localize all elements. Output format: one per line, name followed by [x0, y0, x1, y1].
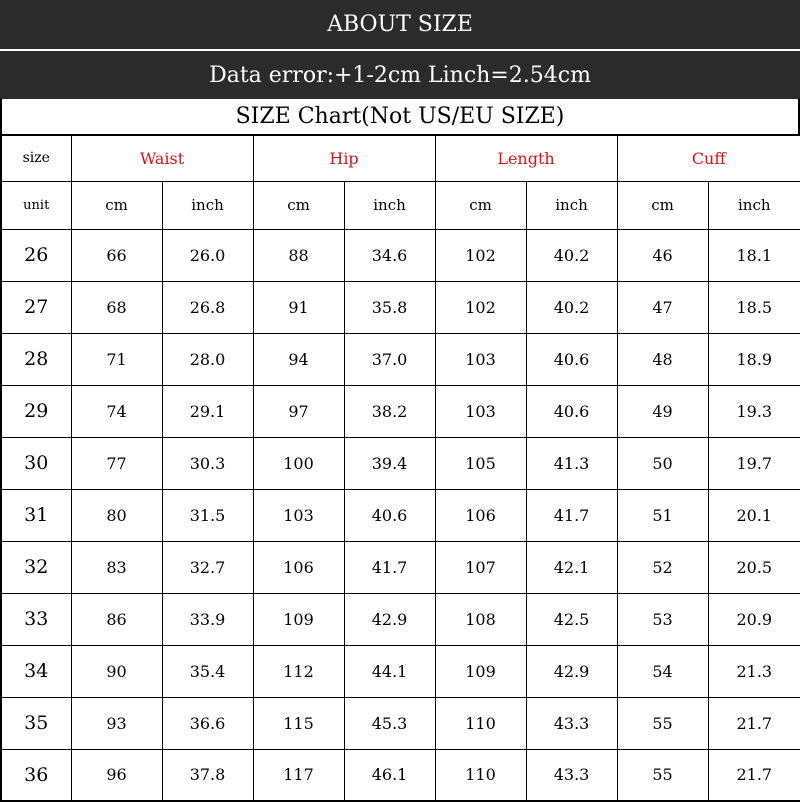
- measurement-value: 47: [617, 281, 708, 333]
- size-value: 26: [1, 229, 71, 281]
- measurement-value: 40.6: [526, 385, 617, 437]
- measurement-value: 91: [253, 281, 344, 333]
- measurement-value: 20.9: [708, 593, 800, 645]
- measurement-value: 32.7: [162, 541, 253, 593]
- measurement-value: 94: [253, 333, 344, 385]
- size-header: size: [1, 135, 71, 181]
- measurement-value: 40.6: [526, 333, 617, 385]
- measurement-value: 40.6: [344, 489, 435, 541]
- measurement-value: 51: [617, 489, 708, 541]
- size-table: [0, 134, 800, 802]
- unit-row: [1, 181, 800, 229]
- measurement-value: 34.6: [344, 229, 435, 281]
- unit-header: unit: [1, 181, 71, 229]
- size-value: 27: [1, 281, 71, 333]
- measurement-value: 93: [71, 697, 162, 749]
- size-value: 32: [1, 541, 71, 593]
- measurement-value: 74: [71, 385, 162, 437]
- measurement-value: 117: [253, 749, 344, 801]
- table-row: [1, 229, 800, 281]
- measurement-value: 21.7: [708, 697, 800, 749]
- measurement-value: 109: [253, 593, 344, 645]
- measurement-value: 71: [71, 333, 162, 385]
- size-value: 33: [1, 593, 71, 645]
- data-error-note: Data error:+1-2cm Linch=2.54cm: [0, 51, 800, 99]
- length-header: Length: [435, 135, 617, 181]
- measurement-value: 103: [253, 489, 344, 541]
- measurement-value: 105: [435, 437, 526, 489]
- measurement-value: 83: [71, 541, 162, 593]
- table-row: [1, 333, 800, 385]
- table-row: [1, 593, 800, 645]
- size-value: 29: [1, 385, 71, 437]
- measurement-value: 35.4: [162, 645, 253, 697]
- measurement-value: 20.5: [708, 541, 800, 593]
- measurement-value: 102: [435, 229, 526, 281]
- measurement-value: 109: [435, 645, 526, 697]
- measurement-value: 39.4: [344, 437, 435, 489]
- measurement-value: 41.7: [344, 541, 435, 593]
- measurement-value: 18.9: [708, 333, 800, 385]
- measurement-value: 46: [617, 229, 708, 281]
- measurement-value: 43.3: [526, 749, 617, 801]
- size-value: 28: [1, 333, 71, 385]
- measurement-value: 49: [617, 385, 708, 437]
- measurement-value: 28.0: [162, 333, 253, 385]
- size-value: 30: [1, 437, 71, 489]
- size-value: 36: [1, 749, 71, 801]
- measurement-value: 37.8: [162, 749, 253, 801]
- measurement-value: 21.7: [708, 749, 800, 801]
- measurement-value: 46.1: [344, 749, 435, 801]
- unit-cell: inch: [708, 181, 800, 229]
- measurement-value: 40.2: [526, 229, 617, 281]
- measurement-value: 29.1: [162, 385, 253, 437]
- measurement-value: 42.9: [344, 593, 435, 645]
- measurement-value: 26.8: [162, 281, 253, 333]
- unit-cell: inch: [162, 181, 253, 229]
- waist-header: Waist: [71, 135, 253, 181]
- unit-cell: cm: [617, 181, 708, 229]
- measurement-value: 20.1: [708, 489, 800, 541]
- measurement-value: 112: [253, 645, 344, 697]
- unit-cell: inch: [344, 181, 435, 229]
- measurement-value: 37.0: [344, 333, 435, 385]
- measurement-value: 108: [435, 593, 526, 645]
- measurement-value: 38.2: [344, 385, 435, 437]
- measurement-value: 19.7: [708, 437, 800, 489]
- measurement-value: 45.3: [344, 697, 435, 749]
- unit-cell: cm: [435, 181, 526, 229]
- size-value: 34: [1, 645, 71, 697]
- table-row: [1, 697, 800, 749]
- measurement-value: 107: [435, 541, 526, 593]
- measurement-value: 52: [617, 541, 708, 593]
- measurement-value: 106: [435, 489, 526, 541]
- unit-cell: cm: [71, 181, 162, 229]
- table-row: [1, 281, 800, 333]
- measurement-value: 43.3: [526, 697, 617, 749]
- size-chart-title: SIZE Chart(Not US/EU SIZE): [0, 99, 800, 134]
- hip-header: Hip: [253, 135, 435, 181]
- measurement-value: 35.8: [344, 281, 435, 333]
- measurement-value: 55: [617, 749, 708, 801]
- measurement-value: 103: [435, 385, 526, 437]
- table-row: [1, 541, 800, 593]
- measurement-value: 110: [435, 749, 526, 801]
- unit-cell: cm: [253, 181, 344, 229]
- measurement-value: 18.1: [708, 229, 800, 281]
- measurement-value: 97: [253, 385, 344, 437]
- measurement-value: 54: [617, 645, 708, 697]
- measurement-value: 96: [71, 749, 162, 801]
- measurement-value: 86: [71, 593, 162, 645]
- measurement-value: 42.5: [526, 593, 617, 645]
- size-value: 35: [1, 697, 71, 749]
- measurement-value: 77: [71, 437, 162, 489]
- measurement-value: 106: [253, 541, 344, 593]
- table-row: [1, 437, 800, 489]
- table-row: [1, 489, 800, 541]
- table-row: [1, 385, 800, 437]
- page-title: ABOUT SIZE: [0, 0, 800, 49]
- measurement-value: 88: [253, 229, 344, 281]
- measurement-value: 26.0: [162, 229, 253, 281]
- measurement-value: 102: [435, 281, 526, 333]
- measurement-value: 68: [71, 281, 162, 333]
- measurement-value: 48: [617, 333, 708, 385]
- table-row: [1, 645, 800, 697]
- measurement-value: 110: [435, 697, 526, 749]
- measurement-value: 50: [617, 437, 708, 489]
- measurement-value: 103: [435, 333, 526, 385]
- unit-cell: inch: [526, 181, 617, 229]
- measurement-value: 33.9: [162, 593, 253, 645]
- measurement-value: 66: [71, 229, 162, 281]
- measurement-value: 30.3: [162, 437, 253, 489]
- measurement-value: 41.7: [526, 489, 617, 541]
- measurement-value: 41.3: [526, 437, 617, 489]
- measurement-value: 55: [617, 697, 708, 749]
- measurement-value: 18.5: [708, 281, 800, 333]
- measurement-value: 80: [71, 489, 162, 541]
- measurement-value: 90: [71, 645, 162, 697]
- measurement-value: 31.5: [162, 489, 253, 541]
- table-header-row: [1, 135, 800, 181]
- measurement-value: 42.1: [526, 541, 617, 593]
- measurement-value: 36.6: [162, 697, 253, 749]
- cuff-header: Cuff: [617, 135, 800, 181]
- measurement-value: 42.9: [526, 645, 617, 697]
- measurement-value: 44.1: [344, 645, 435, 697]
- measurement-value: 21.3: [708, 645, 800, 697]
- measurement-value: 19.3: [708, 385, 800, 437]
- measurement-value: 100: [253, 437, 344, 489]
- size-value: 31: [1, 489, 71, 541]
- measurement-value: 115: [253, 697, 344, 749]
- table-row: [1, 749, 800, 801]
- measurement-value: 40.2: [526, 281, 617, 333]
- measurement-value: 53: [617, 593, 708, 645]
